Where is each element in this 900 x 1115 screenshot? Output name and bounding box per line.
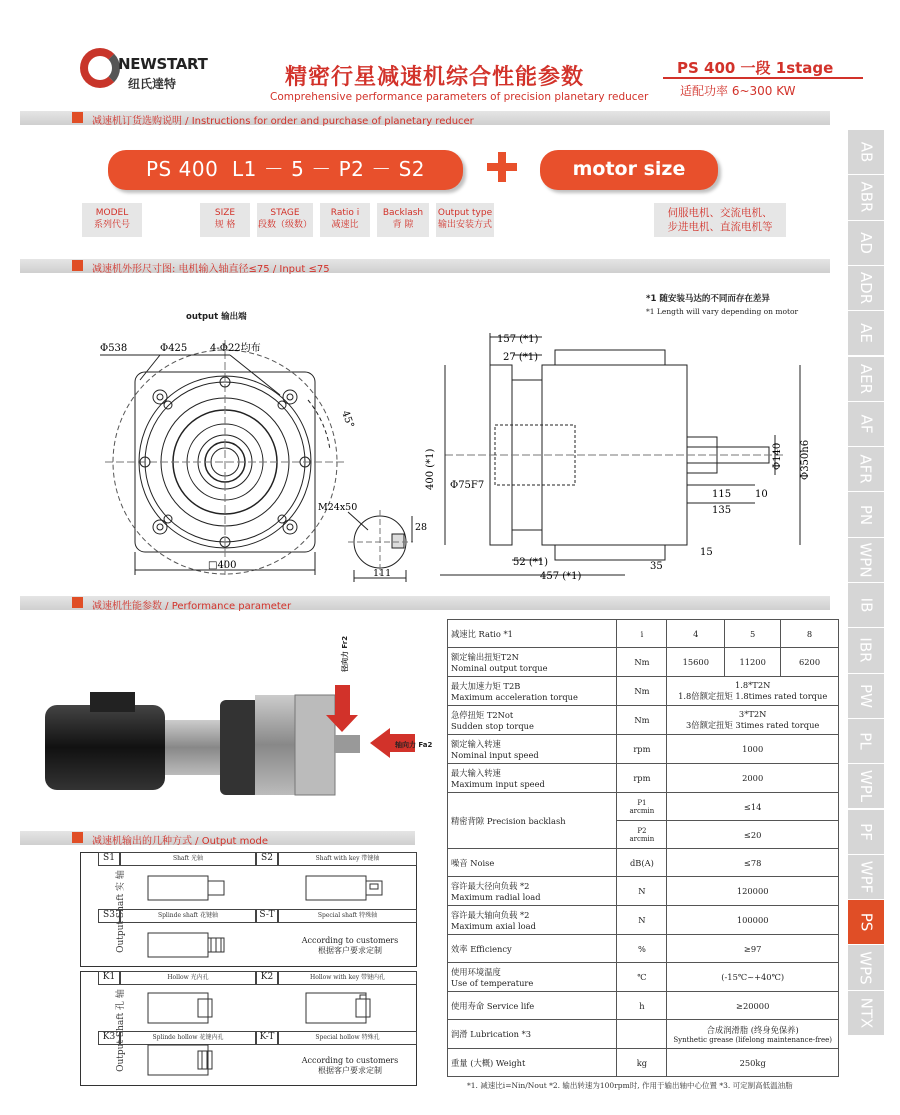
row-label xyxy=(448,764,617,793)
side-tab-pn[interactable] xyxy=(848,492,884,536)
side-tab-label: AFR xyxy=(857,454,875,484)
side-tab-pw[interactable] xyxy=(848,674,884,718)
row-label: 减速比 Ratio *1 xyxy=(448,620,617,648)
tag-cn: 系列代号 xyxy=(93,220,130,230)
dim-157: 157 (*1) xyxy=(497,334,539,345)
cell-value: 15600 xyxy=(667,648,725,677)
mode-name: Shaft 光轴 xyxy=(120,852,256,866)
dim-35: 35 xyxy=(650,561,663,572)
unit-sub: arcmin xyxy=(629,806,655,815)
drawing-note-en: *1 Length will vary depending on motor xyxy=(646,307,799,316)
hole-sketches xyxy=(98,985,417,1086)
code-model: PS 400 xyxy=(146,157,219,181)
key-detail-drawing xyxy=(318,500,433,585)
mode-name: Special hollow 特殊孔 xyxy=(278,1031,417,1045)
dim-holes: 4-Φ22均布 xyxy=(210,343,261,354)
row-unit: N xyxy=(617,906,667,935)
side-tab-wps[interactable] xyxy=(848,945,884,989)
custom-cn: 根据客户要求定制 xyxy=(318,1066,382,1075)
cell-value: 8 xyxy=(781,620,839,648)
cell-value: 250kg xyxy=(667,1049,839,1077)
tag-en: Ratio i xyxy=(330,208,360,218)
tag-en: STAGE xyxy=(270,208,300,218)
tag-cn: 段数（级数） xyxy=(257,220,312,230)
product-photo xyxy=(30,640,433,810)
cell-value: 6200 xyxy=(781,648,839,677)
label-cn: 急停扭矩 T2Not xyxy=(451,710,514,720)
brand-logo-icon xyxy=(80,48,120,88)
page-subtitle: Comprehensive performance parameters of precision planetary reducer xyxy=(270,91,649,103)
side-tab-label: NTX xyxy=(856,997,875,1029)
row-unit: Nm xyxy=(617,706,667,735)
dim-key-h: 28 xyxy=(415,522,428,533)
value-main: 3*T2N xyxy=(738,709,767,719)
dim-d75: Φ75F7 xyxy=(450,480,485,491)
section-title-performance: 减速机性能参数 / Performance parameter xyxy=(92,601,292,612)
tag-output xyxy=(436,203,494,237)
row-label: 效率 Efficiency xyxy=(448,935,617,963)
code-output: S2 xyxy=(398,157,425,181)
row-label xyxy=(448,735,617,764)
mode-name: Splinde hollow 花键内孔 xyxy=(120,1031,256,1045)
side-tab-label: IBR xyxy=(856,637,875,664)
dim-400: 400 (*1) xyxy=(425,448,436,490)
side-tab-wpf[interactable] xyxy=(848,855,884,899)
hole-side-text: Output Shaft 孔 轴 xyxy=(115,989,126,1072)
row-unit: i xyxy=(617,620,667,648)
tag-cn: 减速比 xyxy=(331,220,359,230)
plus-icon xyxy=(487,152,517,182)
label-cn: 额定输出扭矩T2N xyxy=(451,652,519,662)
label-cn: 最大输入转速 xyxy=(451,768,501,778)
radial-force-label: 径向力 Fr2 xyxy=(341,635,349,672)
cell-value: ≤78 xyxy=(667,849,839,877)
value-sub: 3倍额定扭矩 3times rated torque xyxy=(686,720,820,730)
tag-motor-types xyxy=(654,203,786,237)
label-en: Maximum radial load xyxy=(451,892,541,902)
dim-d538: Φ538 xyxy=(100,343,128,354)
row-label xyxy=(448,963,617,992)
unit-sub: arcmin xyxy=(629,834,655,843)
tag-cn: 输出安装方式 xyxy=(437,220,492,230)
row-unit: h xyxy=(617,992,667,1020)
tag-stage xyxy=(257,203,313,237)
motor-size-pill: motor size xyxy=(540,150,718,190)
side-view-drawing xyxy=(425,325,825,585)
code-sep: － xyxy=(311,157,332,181)
row-unit: kg xyxy=(617,1049,667,1077)
dim-thread: M24x50 xyxy=(318,502,358,513)
side-tab-ab[interactable] xyxy=(848,130,884,174)
row-label: 重量 (大概) Weight xyxy=(448,1049,617,1077)
section-marker-icon xyxy=(72,260,83,271)
row-label xyxy=(448,906,617,935)
output-end-label: output 输出端 xyxy=(186,312,247,322)
side-tab-ib[interactable] xyxy=(848,583,884,627)
value-main: 1.8*T2N xyxy=(734,680,771,690)
dim-square: □400 xyxy=(208,560,237,571)
tag-size xyxy=(200,203,250,237)
side-tab-label: PL xyxy=(857,732,875,750)
dim-angle: 45° xyxy=(339,409,356,430)
label-en: Maximum acceleration torque xyxy=(451,692,578,702)
row-label: 精密背隙 Precision backlash xyxy=(448,793,617,849)
mode-code: K-T xyxy=(256,1031,278,1045)
custom-cn: 根据客户要求定制 xyxy=(318,946,382,955)
row-unit: Nm xyxy=(617,648,667,677)
row-unit xyxy=(617,793,667,821)
side-tab-af[interactable] xyxy=(848,402,884,446)
code-sep: － xyxy=(371,157,392,181)
tag-cn: 背 隙 xyxy=(392,220,414,230)
cell-value: 2000 xyxy=(667,764,839,793)
brand-name-cn: 纽氏達特 xyxy=(128,77,177,91)
side-tab-label: IB xyxy=(857,597,875,613)
row-unit: % xyxy=(617,935,667,963)
side-tab-label: PS xyxy=(856,912,875,932)
side-tab-label: AE xyxy=(857,323,875,344)
dim-15: 15 xyxy=(700,547,713,558)
dim-135: 135 xyxy=(712,505,732,516)
section-title-order: 减速机订货选购说明 / Instructions for order and purchase of planetary reducer xyxy=(92,116,474,127)
shaft-side-text: Output Shaft 实 轴 xyxy=(115,870,126,953)
cell-value xyxy=(667,1020,839,1049)
section-marker-icon xyxy=(72,832,83,843)
tag-backlash xyxy=(377,203,429,237)
row-unit xyxy=(617,1020,667,1049)
row-label: 润滑 Lubrication *3 xyxy=(448,1020,617,1049)
mode-name: Shaft with key 带键轴 xyxy=(278,852,417,866)
tag-en: Backlash xyxy=(382,208,424,218)
code-ratio: 5 xyxy=(291,157,305,181)
tag-ratio xyxy=(320,203,370,237)
value-sub: 1.8倍额定扭矩 1.8times rated torque xyxy=(678,691,828,701)
mode-name: Hollow 光内孔 xyxy=(120,971,256,985)
performance-table xyxy=(447,619,839,1077)
cell-value: 11200 xyxy=(725,648,781,677)
custom-en: According to customers xyxy=(301,1056,399,1065)
mode-code: S1 xyxy=(98,852,120,866)
cell-value: 100000 xyxy=(667,906,839,935)
side-tab-abr[interactable] xyxy=(848,175,884,219)
code-stage: L1 xyxy=(232,157,257,181)
cell-value: ≥20000 xyxy=(667,992,839,1020)
tag-cn: 规 格 xyxy=(214,220,236,230)
dim-d350: Φ350h6 xyxy=(800,439,811,480)
side-tab-label: AD xyxy=(857,231,875,254)
unit-main: P2 xyxy=(637,826,647,835)
side-tab-ps[interactable] xyxy=(848,900,884,944)
label-en: Nominal input speed xyxy=(451,750,539,760)
mode-code: K2 xyxy=(256,971,278,985)
side-tab-wpl[interactable] xyxy=(848,764,884,808)
tag-en: Output type xyxy=(437,208,493,218)
section-marker-icon xyxy=(72,597,83,608)
row-label xyxy=(448,677,617,706)
drawing-note-cn: *1 随安装马达的不同而存在差异 xyxy=(646,294,770,304)
row-unit xyxy=(617,821,667,849)
side-tab-label: PF xyxy=(857,822,875,841)
row-label: 噪音 Noise xyxy=(448,849,617,877)
cell-value: 5 xyxy=(725,620,781,648)
side-tab-pl[interactable] xyxy=(848,719,884,763)
side-tab-adr[interactable] xyxy=(848,266,884,310)
mode-code: K3 xyxy=(98,1031,120,1045)
side-tab-label: WPL xyxy=(856,770,875,803)
side-tab-label: WPS xyxy=(857,950,875,985)
label-cn: 容许最大轴向负载 *2 xyxy=(451,910,530,920)
side-tab-label: PW xyxy=(856,683,875,708)
custom-en: According to customers xyxy=(301,936,399,945)
mode-code: S2 xyxy=(256,852,278,866)
page-title: 精密行星减速机综合性能参数 xyxy=(285,65,585,90)
cell-value: 1000 xyxy=(667,735,839,764)
section-title-dimensions: 减速机外形尺寸图: 电机输入轴直径≤75 / Input ≤75 xyxy=(92,264,330,275)
mode-code: K1 xyxy=(98,971,120,985)
row-unit: rpm xyxy=(617,735,667,764)
mode-name: Splinde shaft 花键轴 xyxy=(120,909,256,923)
label-en: Maximum input speed xyxy=(451,779,545,789)
tag-line: 伺服电机、交流电机、 xyxy=(667,207,773,219)
label-en: Maximum axial load xyxy=(451,921,536,931)
tag-en: MODEL xyxy=(95,208,129,218)
model-power: 适配功率 6~300 KW xyxy=(680,84,796,98)
model-title: PS 400 一段 1stage xyxy=(677,59,834,77)
label-cn: 额定输入转速 xyxy=(451,739,501,749)
cell-value xyxy=(667,677,839,706)
side-tab-label: AB xyxy=(857,141,875,163)
side-tab-ad[interactable] xyxy=(848,221,884,265)
brand-name: NEWSTART xyxy=(118,55,208,73)
cell-value: ≤20 xyxy=(667,821,839,849)
row-unit: N xyxy=(617,877,667,906)
section-title-output-mode: 减速机输出的几种方式 / Output mode xyxy=(92,836,269,847)
row-label xyxy=(448,877,617,906)
dim-115: 115 xyxy=(712,489,732,500)
side-tab-label: ADR xyxy=(856,271,875,305)
mode-name: Special shaft 特殊轴 xyxy=(278,909,417,923)
dim-10: 10 xyxy=(755,489,768,500)
code-sep: － xyxy=(263,157,285,181)
side-tab-label: PN xyxy=(857,504,875,525)
side-tab-aer[interactable] xyxy=(848,357,884,401)
shaft-sketches xyxy=(98,866,417,967)
row-unit: Nm xyxy=(617,677,667,706)
side-tab-label: AER xyxy=(856,363,875,394)
row-label xyxy=(448,706,617,735)
axial-force-label: 轴向力 Fa2 xyxy=(395,741,433,749)
dim-457: 457 (*1) xyxy=(540,571,582,582)
row-unit: ℃ xyxy=(617,963,667,992)
value-main: 合成润滑脂 (终身免保养) xyxy=(706,1025,799,1035)
side-tab-ae[interactable] xyxy=(848,311,884,355)
label-cn: 使用环境温度 xyxy=(451,967,501,977)
side-tab-label: WPF xyxy=(856,860,875,894)
mode-name: Hollow with key 带键内孔 xyxy=(278,971,417,985)
dim-d425: Φ425 xyxy=(160,343,188,354)
mode-code: S-T xyxy=(256,909,278,923)
cell-value: 4 xyxy=(667,620,725,648)
cell-value: (-15℃~+40℃) xyxy=(667,963,839,992)
dim-d140: Φ140 xyxy=(772,442,783,470)
mode-code: S3 xyxy=(98,909,120,923)
row-label xyxy=(448,648,617,677)
row-unit: rpm xyxy=(617,764,667,793)
cell-value: ≤14 xyxy=(667,793,839,821)
unit-main: P1 xyxy=(637,798,647,807)
label-cn: 容许最大径向负载 *2 xyxy=(451,881,530,891)
label-en: Use of temperature xyxy=(451,978,534,988)
dim-52: 52 (*1) xyxy=(513,557,549,568)
side-tab-label: ABR xyxy=(856,181,875,213)
section-marker-icon xyxy=(72,112,83,123)
value-sub: Synthetic grease (lifelong maintenance-free) xyxy=(673,1036,833,1044)
tag-model xyxy=(82,203,142,237)
dim-27: 27 (*1) xyxy=(503,352,539,363)
cell-value: ≥97 xyxy=(667,935,839,963)
tag-line: 步进电机、直流电机等 xyxy=(667,221,773,233)
label-en: Nominal output torque xyxy=(451,663,548,673)
performance-footnote: *1. 减速比i=Nin/Nout *2. 输出转速为100rpm时, 作用于输出轴中心位置 *3. 可定制高低温油脂 xyxy=(467,1081,793,1090)
side-tab-wpn[interactable] xyxy=(848,538,884,582)
row-unit: dB(A) xyxy=(617,849,667,877)
side-tab-pf[interactable] xyxy=(848,810,884,854)
order-code-pill xyxy=(108,150,463,190)
cell-value: 120000 xyxy=(667,877,839,906)
side-tab-afr[interactable] xyxy=(848,447,884,491)
side-tab-ibr[interactable] xyxy=(848,628,884,672)
tag-en: SIZE xyxy=(214,208,236,218)
code-backlash: P2 xyxy=(338,157,365,181)
side-tab-label: WPN xyxy=(856,542,875,578)
side-tab-ntx[interactable] xyxy=(848,991,884,1035)
row-label: 使用寿命 Service life xyxy=(448,992,617,1020)
label-cn: 最大加速力矩 T2B xyxy=(451,681,521,691)
side-tab-label: AF xyxy=(856,414,875,434)
cell-value xyxy=(667,706,839,735)
label-en: Sudden stop torque xyxy=(451,721,534,731)
dim-key-w: 111 xyxy=(373,568,392,579)
